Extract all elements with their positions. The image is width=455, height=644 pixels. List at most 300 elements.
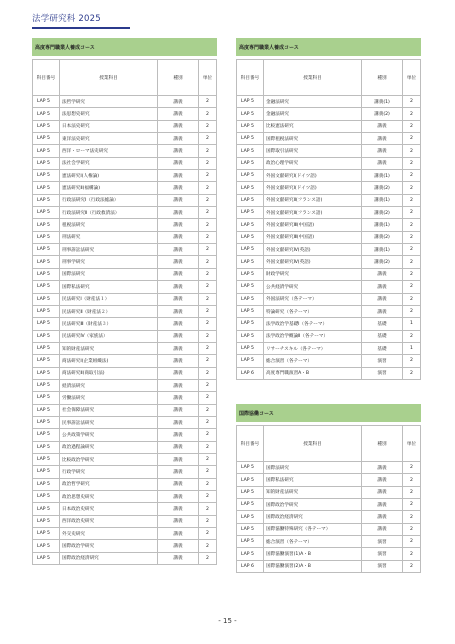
course-name-cell: 金融法研究 xyxy=(264,96,362,108)
course-type-cell: 基礎 xyxy=(362,318,403,330)
course-credits-cell: 2 xyxy=(403,108,421,120)
course-code-cell: LAP 5 xyxy=(33,231,60,243)
course-name-cell: 国際租税法研究 xyxy=(264,133,362,145)
table-row xyxy=(33,157,217,169)
course-type-cell: 講義 xyxy=(158,367,199,379)
course-type-cell: 演習 xyxy=(362,536,403,548)
course-credits-cell: 2 xyxy=(403,511,421,523)
table-row xyxy=(33,281,217,293)
header-underline xyxy=(32,27,130,29)
course-name-cell: 西洋・ローマ法史研究 xyxy=(60,145,158,157)
table-row xyxy=(33,503,217,515)
table-row xyxy=(33,441,217,453)
course-name-cell: 刑事訴訟法研究 xyxy=(60,244,158,256)
course-type-cell: 講義 xyxy=(158,466,199,478)
course-code-cell: LAP 5 xyxy=(237,207,264,219)
column-header-course-type: 種別 xyxy=(362,426,403,462)
course-type-cell: 講義 xyxy=(158,133,199,145)
course-credits-cell: 2 xyxy=(199,170,217,182)
course-code-cell: LAP 5 xyxy=(237,133,264,145)
course-name-cell: 刑事学研究 xyxy=(60,256,158,268)
course-name-cell: 商法研究Ⅱ(商取引法) xyxy=(60,367,158,379)
course-credits-cell: 2 xyxy=(199,281,217,293)
course-credits-cell: 2 xyxy=(199,145,217,157)
course-credits-cell: 2 xyxy=(199,108,217,120)
course-name-cell: 総合演習（各テーマ） xyxy=(264,536,362,548)
course-code-cell: LAP 5 xyxy=(237,120,264,132)
course-code-cell: LAP 5 xyxy=(237,511,264,523)
table-row xyxy=(33,231,217,243)
course-type-cell: 講義 xyxy=(158,441,199,453)
table-row xyxy=(237,318,421,330)
course-name-cell: 国際政治経済研究 xyxy=(264,511,362,523)
course-code-cell: LAP 5 xyxy=(237,474,264,486)
course-type-cell: 講義 xyxy=(158,268,199,280)
course-code-cell: LAP 5 xyxy=(237,157,264,169)
table-row xyxy=(237,194,421,206)
course-type-cell: 講義 xyxy=(158,392,199,404)
course-credits-cell: 2 xyxy=(403,170,421,182)
table-row xyxy=(33,145,217,157)
course-type-cell: 講義 xyxy=(158,416,199,428)
course-name-cell: 行政法研究Ⅱ（行政救済法） xyxy=(60,207,158,219)
course-type-cell: 講義 xyxy=(362,474,403,486)
course-name-cell: 国際政治学研究 xyxy=(60,540,158,552)
course-type-cell: 講義 xyxy=(158,379,199,391)
course-name-cell: 日本政治史研究 xyxy=(60,503,158,515)
course-credits-cell: 2 xyxy=(403,133,421,145)
course-name-cell: 法学政治学概論Ⅱ（各テーマ） xyxy=(264,330,362,342)
course-code-cell: LAP 5 xyxy=(237,342,264,354)
course-code-cell: LAP 5 xyxy=(33,244,60,256)
course-type-cell: 講義 xyxy=(362,293,403,305)
course-name-cell: 行政学研究 xyxy=(60,466,158,478)
column-header-course-code: 科目番号 xyxy=(237,60,264,96)
table-row xyxy=(33,244,217,256)
course-type-cell: 講義(1) xyxy=(362,170,403,182)
course-code-cell: LAP 5 xyxy=(33,367,60,379)
course-code-cell: LAP 5 xyxy=(33,515,60,527)
table-row xyxy=(237,207,421,219)
course-code-cell: LAP 5 xyxy=(33,441,60,453)
course-credits-cell: 2 xyxy=(199,478,217,490)
course-name-cell: 法社会学研究 xyxy=(60,157,158,169)
course-name-cell: 政治心理学研究 xyxy=(264,157,362,169)
course-code-cell: LAP 5 xyxy=(237,305,264,317)
course-credits-cell: 2 xyxy=(403,182,421,194)
course-code-cell: LAP 5 xyxy=(33,268,60,280)
course-name-cell: 特論研究（各テーマ） xyxy=(264,305,362,317)
course-credits-cell: 2 xyxy=(199,503,217,515)
course-credits-cell: 2 xyxy=(199,404,217,416)
course-credits-cell: 2 xyxy=(199,453,217,465)
course-code-cell: LAP 5 xyxy=(237,318,264,330)
course-credits-cell: 2 xyxy=(403,474,421,486)
column-header-row xyxy=(237,60,421,96)
course-type-cell: 講義 xyxy=(362,523,403,535)
course-name-cell: 民法研究Ⅲ（財産法３） xyxy=(60,318,158,330)
table-row xyxy=(33,194,217,206)
table-row xyxy=(237,560,421,572)
course-type-cell: 演習 xyxy=(362,355,403,367)
table-row xyxy=(33,528,217,540)
course-name-cell: 国際協働演習(1)A・B xyxy=(264,548,362,560)
course-name-cell: 刑法研究 xyxy=(60,231,158,243)
table-row xyxy=(33,552,217,564)
course-code-cell: LAP 5 xyxy=(33,133,60,145)
course-name-cell: 金融法研究 xyxy=(264,108,362,120)
course-name-cell: 外国法研究（各テーマ） xyxy=(264,293,362,305)
course-credits-cell: 2 xyxy=(199,231,217,243)
table-row xyxy=(33,416,217,428)
course-credits-cell: 2 xyxy=(199,268,217,280)
course-name-cell: 民法研究Ⅰ（財産法１） xyxy=(60,293,158,305)
course-name-cell: 憲法研究Ⅰ(人権論) xyxy=(60,170,158,182)
course-credits-cell: 2 xyxy=(403,194,421,206)
course-credits-cell: 2 xyxy=(199,256,217,268)
course-table-advanced-professional-left xyxy=(32,38,217,565)
table-row xyxy=(33,219,217,231)
course-type-cell: 基礎 xyxy=(362,342,403,354)
course-code-cell: LAP 5 xyxy=(33,219,60,231)
table-row xyxy=(237,96,421,108)
table-row xyxy=(33,293,217,305)
course-type-cell: 講義(2) xyxy=(362,231,403,243)
course-table-international-collaboration xyxy=(236,404,421,573)
table-row xyxy=(237,281,421,293)
course-credits-cell: 2 xyxy=(199,133,217,145)
course-type-cell: 講義 xyxy=(158,157,199,169)
course-credits-cell: 2 xyxy=(403,207,421,219)
course-credits-cell: 2 xyxy=(403,293,421,305)
course-name-cell: 法哲学研究 xyxy=(60,96,158,108)
course-code-cell: LAP 5 xyxy=(33,182,60,194)
table-row xyxy=(237,182,421,194)
course-name-cell: 日本法史研究 xyxy=(60,120,158,132)
table-row xyxy=(237,219,421,231)
table-row xyxy=(237,108,421,120)
course-credits-cell: 2 xyxy=(199,330,217,342)
course-credits-cell: 1 xyxy=(403,342,421,354)
course-code-cell: LAP 5 xyxy=(237,281,264,293)
table-row xyxy=(33,256,217,268)
course-name-cell: 外国文献研究Ⅱ(フランス語) xyxy=(264,194,362,206)
course-name-cell: 政治思想史研究 xyxy=(60,491,158,503)
course-code-cell: LAP 5 xyxy=(33,379,60,391)
course-credits-cell: 2 xyxy=(199,367,217,379)
course-type-cell: 講義 xyxy=(362,120,403,132)
table-row xyxy=(237,548,421,560)
course-code-cell: LAP 5 xyxy=(237,486,264,498)
course-code-cell: LAP 5 xyxy=(237,536,264,548)
column-header-course-type: 種別 xyxy=(362,60,403,96)
table-row xyxy=(33,478,217,490)
course-name-cell: 国際協働演習(2)A・B xyxy=(264,560,362,572)
course-code-cell: LAP 6 xyxy=(237,560,264,572)
course-code-cell: LAP 5 xyxy=(33,342,60,354)
course-type-cell: 講義 xyxy=(362,268,403,280)
course-name-cell: 民法研究Ⅱ（財産法２） xyxy=(60,305,158,317)
course-type-cell: 講義 xyxy=(158,404,199,416)
course-name-cell: 国際政治経済研究 xyxy=(60,552,158,564)
course-code-cell: LAP 5 xyxy=(33,145,60,157)
course-type-cell: 講義 xyxy=(362,305,403,317)
table-row xyxy=(237,170,421,182)
course-type-cell: 講義 xyxy=(158,293,199,305)
course-code-cell: LAP 5 xyxy=(237,145,264,157)
course-name-cell: 財政学研究 xyxy=(264,268,362,280)
course-type-cell: 演習 xyxy=(362,548,403,560)
course-type-cell: 講義 xyxy=(158,145,199,157)
course-type-cell: 講義 xyxy=(158,108,199,120)
course-code-cell: LAP 5 xyxy=(237,96,264,108)
course-table-advanced-professional-right xyxy=(236,38,421,380)
course-credits-cell: 2 xyxy=(403,219,421,231)
course-type-cell: 講義 xyxy=(362,157,403,169)
course-code-cell: LAP 5 xyxy=(237,548,264,560)
table-row xyxy=(33,453,217,465)
course-credits-cell: 2 xyxy=(199,540,217,552)
course-type-cell: 講義(1) xyxy=(362,194,403,206)
course-credits-cell: 2 xyxy=(403,96,421,108)
table-row xyxy=(237,367,421,379)
course-code-cell: LAP 5 xyxy=(33,281,60,293)
course-name-cell: 比較憲法研究 xyxy=(264,120,362,132)
course-type-cell: 講義 xyxy=(362,462,403,474)
course-code-cell: LAP 5 xyxy=(33,429,60,441)
page-number: - 15 - xyxy=(218,617,237,625)
table-row xyxy=(237,355,421,367)
course-type-cell: 講義 xyxy=(158,182,199,194)
course-code-cell: LAP 5 xyxy=(33,453,60,465)
course-name-cell: 比較政治学研究 xyxy=(60,453,158,465)
course-name-cell: 外交史研究 xyxy=(60,528,158,540)
course-credits-cell: 2 xyxy=(199,305,217,317)
column-header-row xyxy=(33,60,217,96)
course-name-cell: 行政法研究Ⅰ（行政法総論） xyxy=(60,194,158,206)
course-credits-cell: 2 xyxy=(403,367,421,379)
course-type-cell: 講義 xyxy=(158,207,199,219)
course-credits-cell: 2 xyxy=(403,462,421,474)
course-name-cell: 外国文献研究Ⅰ(ドイツ語) xyxy=(264,170,362,182)
course-name-cell: 知的財産法研究 xyxy=(60,342,158,354)
course-credits-cell: 2 xyxy=(199,182,217,194)
course-credits-cell: 2 xyxy=(199,515,217,527)
course-credits-cell: 2 xyxy=(199,379,217,391)
course-code-cell: LAP 5 xyxy=(33,491,60,503)
course-code-cell: LAP 5 xyxy=(237,293,264,305)
table-row xyxy=(33,133,217,145)
course-credits-cell: 2 xyxy=(199,528,217,540)
table-row xyxy=(237,145,421,157)
table-row xyxy=(237,133,421,145)
course-type-cell: 講義 xyxy=(158,429,199,441)
course-credits-cell: 2 xyxy=(199,293,217,305)
course-type-cell: 講義 xyxy=(158,515,199,527)
course-credits-cell: 2 xyxy=(403,305,421,317)
course-credits-cell: 2 xyxy=(199,318,217,330)
section-title: 高度専門職業人養成コース xyxy=(237,39,421,56)
course-type-cell: 講義 xyxy=(158,281,199,293)
course-credits-cell: 2 xyxy=(403,486,421,498)
course-name-cell: リサーチスキル（各テーマ） xyxy=(264,342,362,354)
course-code-cell: LAP 5 xyxy=(237,170,264,182)
table-row xyxy=(33,268,217,280)
course-name-cell: 経済法研究 xyxy=(60,379,158,391)
table-row xyxy=(237,120,421,132)
column-header-course-code: 科目番号 xyxy=(237,426,264,462)
table-row xyxy=(237,474,421,486)
course-credits-cell: 2 xyxy=(403,330,421,342)
table-row xyxy=(237,462,421,474)
course-credits-cell: 2 xyxy=(199,441,217,453)
course-credits-cell: 2 xyxy=(199,552,217,564)
table-row xyxy=(33,96,217,108)
course-credits-cell: 2 xyxy=(199,342,217,354)
section-title: 国際協働コース xyxy=(237,405,421,422)
course-name-cell: 外国文献研究Ⅱ(フランス語) xyxy=(264,207,362,219)
column-header-course-code: 科目番号 xyxy=(33,60,60,96)
table-row xyxy=(33,367,217,379)
course-credits-cell: 2 xyxy=(403,120,421,132)
table-row xyxy=(33,182,217,194)
course-credits-cell: 2 xyxy=(403,231,421,243)
table-row xyxy=(237,231,421,243)
course-type-cell: 講義 xyxy=(158,244,199,256)
column-header-course-credits: 単位 xyxy=(199,60,217,96)
course-name-cell: 国際法研究 xyxy=(60,268,158,280)
course-code-cell: LAP 5 xyxy=(33,170,60,182)
course-type-cell: 講義 xyxy=(158,453,199,465)
course-type-cell: 講義 xyxy=(158,478,199,490)
course-name-cell: 国際取引法研究 xyxy=(264,145,362,157)
course-credits-cell: 2 xyxy=(199,429,217,441)
column-header-row xyxy=(237,426,421,462)
course-code-cell: LAP 5 xyxy=(33,330,60,342)
course-type-cell: 講義 xyxy=(158,318,199,330)
course-code-cell: LAP 5 xyxy=(33,540,60,552)
course-type-cell: 講義 xyxy=(158,231,199,243)
table-row xyxy=(237,157,421,169)
course-type-cell: 講義 xyxy=(158,491,199,503)
page-title: 法学研究科 2025 xyxy=(32,14,101,24)
table-row xyxy=(237,330,421,342)
course-credits-cell: 2 xyxy=(199,244,217,256)
course-name-cell: 政治哲学研究 xyxy=(60,478,158,490)
table-row xyxy=(237,523,421,535)
course-code-cell: LAP 5 xyxy=(237,462,264,474)
course-code-cell: LAP 5 xyxy=(33,120,60,132)
course-name-cell: 政治過程論研究 xyxy=(60,441,158,453)
course-type-cell: 講義 xyxy=(158,305,199,317)
section-header-row xyxy=(33,39,217,56)
course-credits-cell: 2 xyxy=(199,392,217,404)
course-name-cell: 国際政治学研究 xyxy=(264,499,362,511)
table-row xyxy=(33,342,217,354)
course-credits-cell: 2 xyxy=(403,145,421,157)
table-row xyxy=(237,256,421,268)
course-type-cell: 演習 xyxy=(362,367,403,379)
table-row xyxy=(237,486,421,498)
course-code-cell: LAP 5 xyxy=(33,305,60,317)
course-code-cell: LAP 5 xyxy=(237,219,264,231)
course-name-cell: 国際私法研究 xyxy=(264,474,362,486)
course-credits-cell: 2 xyxy=(199,491,217,503)
course-name-cell: 国際私法研究 xyxy=(60,281,158,293)
course-type-cell: 講義 xyxy=(158,170,199,182)
course-name-cell: 憲法研究Ⅱ(福構論) xyxy=(60,182,158,194)
course-name-cell: 民事訴訟法研究 xyxy=(60,416,158,428)
course-type-cell: 講義(2) xyxy=(362,207,403,219)
section-header-row xyxy=(237,405,421,422)
course-name-cell: 公共経済学研究 xyxy=(264,281,362,293)
course-type-cell: 講義 xyxy=(158,219,199,231)
course-name-cell: 公共政策学研究 xyxy=(60,429,158,441)
course-code-cell: LAP 5 xyxy=(33,404,60,416)
course-name-cell: 外国文献研究Ⅳ(英語) xyxy=(264,256,362,268)
column-header-course-name: 授業科目 xyxy=(264,60,362,96)
course-name-cell: 外国文献研究Ⅳ(英語) xyxy=(264,244,362,256)
course-credits-cell: 2 xyxy=(403,256,421,268)
course-type-cell: 講義 xyxy=(158,330,199,342)
course-name-cell: 外国文献研究Ⅰ(ドイツ語) xyxy=(264,182,362,194)
course-type-cell: 講義 xyxy=(362,511,403,523)
course-code-cell: LAP 5 xyxy=(33,355,60,367)
course-type-cell: 講義 xyxy=(158,96,199,108)
course-code-cell: LAP 5 xyxy=(33,318,60,330)
course-code-cell: LAP 5 xyxy=(237,268,264,280)
course-name-cell: 社会保障法研究 xyxy=(60,404,158,416)
course-credits-cell: 2 xyxy=(199,96,217,108)
table-row xyxy=(33,330,217,342)
course-type-cell: 講義 xyxy=(362,281,403,293)
table-row xyxy=(33,120,217,132)
course-type-cell: 講義 xyxy=(158,552,199,564)
course-code-cell: LAP 5 xyxy=(237,244,264,256)
table-row xyxy=(33,429,217,441)
course-name-cell: 総合演習（各テーマ） xyxy=(264,355,362,367)
course-code-cell: LAP 5 xyxy=(33,96,60,108)
table-row xyxy=(237,293,421,305)
course-code-cell: LAP 5 xyxy=(33,528,60,540)
course-type-cell: 講義(1) xyxy=(362,244,403,256)
course-credits-cell: 2 xyxy=(199,207,217,219)
course-code-cell: LAP 5 xyxy=(33,256,60,268)
table-row xyxy=(33,318,217,330)
table-row xyxy=(33,515,217,527)
course-type-cell: 講義(2) xyxy=(362,256,403,268)
course-name-cell: 国際法研究 xyxy=(264,462,362,474)
section-title: 高度専門職業人養成コース xyxy=(33,39,217,56)
course-code-cell: LAP 5 xyxy=(237,108,264,120)
table-row xyxy=(33,540,217,552)
course-type-cell: 講義 xyxy=(158,503,199,515)
course-code-cell: LAP 5 xyxy=(237,231,264,243)
table-row xyxy=(237,536,421,548)
course-credits-cell: 2 xyxy=(403,157,421,169)
table-row xyxy=(237,244,421,256)
course-code-cell: LAP 5 xyxy=(237,182,264,194)
course-type-cell: 講義(2) xyxy=(362,182,403,194)
course-type-cell: 講義 xyxy=(158,528,199,540)
course-type-cell: 講義(2) xyxy=(362,108,403,120)
course-type-cell: 講義 xyxy=(362,499,403,511)
course-type-cell: 基礎 xyxy=(362,330,403,342)
course-code-cell: LAP 6 xyxy=(237,367,264,379)
course-credits-cell: 2 xyxy=(199,157,217,169)
course-credits-cell: 2 xyxy=(403,560,421,572)
section-header-row xyxy=(237,39,421,56)
